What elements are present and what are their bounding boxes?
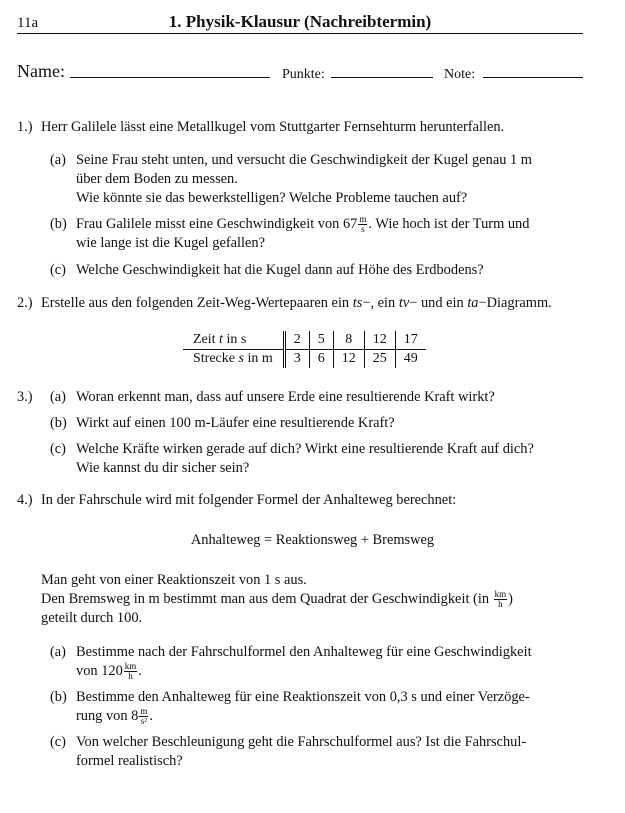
unit-fraction: $\frac{m}{s}$ (359, 214, 367, 235)
subquestion-label: (a) (50, 152, 66, 168)
deceleration-value: 8 (131, 708, 139, 724)
student-fields (17, 62, 583, 84)
subquestion-line: Von welcher Beschleunigung geht die Fahrschulformel aus? Ist die Fahrschul- (76, 734, 527, 750)
points-blank-line[interactable] (331, 77, 433, 78)
table-cell: 5 (309, 331, 333, 350)
subquestion-label: (a) (50, 389, 66, 405)
table-cell: 2 (284, 331, 309, 350)
table-cell: 8 (333, 331, 364, 350)
subquestion-label: (b) (50, 415, 67, 431)
subquestion-line: Wie könnte sie das bewerkstelligen? Welche Probleme tauchen auf? (76, 190, 468, 206)
table-cell: 17 (395, 331, 426, 350)
subquestion-label: (c) (50, 734, 66, 750)
ts-symbol: ts (352, 295, 363, 311)
subquestion-label: (c) (50, 441, 66, 457)
paragraph-line: geteilt durch 100. (41, 610, 143, 626)
question-number: 3.) (17, 389, 33, 405)
subquestion-line: Welche Geschwindigkeit hat die Kugel dann auf Höhe des Erdbodens? (76, 262, 484, 278)
subquestion-line: Bestimme nach der Fahrschulformel den Anhalteweg für eine Geschwindigkeit (76, 644, 532, 660)
ta-symbol: ta (467, 295, 479, 311)
exam-header (17, 11, 583, 34)
table-cell: 6 (309, 350, 333, 369)
grade-blank-line[interactable] (483, 77, 583, 78)
time-distance-table (183, 331, 426, 368)
table-cell: 12 (333, 350, 364, 369)
question-number: 2.) (17, 295, 33, 311)
subquestion-label: (c) (50, 262, 66, 278)
subquestion-line: rung von 8 $\frac{m}{\text{s²}}$ . (76, 706, 153, 727)
stopping-distance-formula: Anhalteweg = Reaktionsweg + Bremsweg (190, 532, 435, 548)
question-text: Erstelle aus den folgenden Zeit-Weg-Wertepaaren ein ts−, ein tv− und ein ta−Diagramm. (41, 295, 552, 311)
unit-fraction: $\frac{km}{h}$ (494, 589, 507, 610)
question-number: 1.) (17, 119, 33, 135)
subquestion-line: wie lange ist die Kugel gefallen? (76, 235, 266, 251)
subquestion-line: formel realistisch? (76, 753, 183, 769)
tv-symbol: tv (398, 295, 410, 311)
question-text: Herr Galilele lässt eine Metallkugel vom Stuttgarter Fernsehturm herunterfallen. (41, 119, 505, 135)
grade-label: Note: (444, 67, 476, 82)
subquestion-line: über dem Boden zu messen. (76, 171, 238, 187)
speed-value: 67 (342, 216, 358, 232)
speed-value: 120 (101, 663, 123, 679)
question-text: In der Fahrschule wird mit folgender Formel der Anhalteweg berechnet: (41, 492, 457, 508)
value-1m: 1 m (510, 152, 533, 168)
question-number: 4.) (17, 492, 33, 508)
value-reaction-time: 0,3 s (389, 689, 417, 705)
table-cell: 25 (364, 350, 395, 369)
row-header-distance: Strecke s in m (183, 350, 284, 369)
paragraph-line: Man geht von einer Reaktionszeit von 1 s aus. (41, 572, 307, 588)
exam-title: 1. Physik-Klausur (Nachreibtermin) (168, 12, 432, 31)
value-100m: 100 m (169, 415, 206, 431)
name-blank-line[interactable] (70, 77, 270, 78)
table-row-distance (183, 350, 426, 369)
class-label: 11a (17, 15, 39, 31)
unit-fraction: $\frac{m}{\text{s²}}$ (140, 706, 148, 727)
paragraph-line: Den Bremsweg in m bestimmt man aus dem Quadrat der Geschwindigkeit (in $\frac{km}{h}$ ) (41, 589, 513, 610)
subquestion-line: Wie kannst du dir sicher sein? (76, 460, 250, 476)
subquestion-line: Woran erkennt man, dass auf unsere Erde eine resultierende Kraft wirkt? (76, 389, 495, 405)
table-cell: 12 (364, 331, 395, 350)
subquestion-line: von 120 $\frac{km}{h}$ . (76, 661, 142, 682)
subquestion-line: Wirkt auf einen 100 m-Läufer eine resultierende Kraft? (76, 415, 395, 431)
table-row-time (183, 331, 426, 350)
subquestion-label: (a) (50, 644, 66, 660)
subquestion-line: Bestimme den Anhalteweg für eine Reaktionszeit von 0,3 s und einer Verzöge- (76, 689, 530, 705)
points-label: Punkte: (282, 67, 325, 82)
row-header-time: Zeit t in s (183, 331, 284, 350)
subquestion-label: (b) (50, 216, 67, 232)
subquestion-line: Frau Galilele misst eine Geschwindigkeit von 67 $\frac{m}{s}$ . Wie hoch ist der Turm und (76, 214, 530, 235)
value-1s: 1 s (264, 572, 281, 588)
subquestion-line: Seine Frau steht unten, und versucht die Geschwindigkeit der Kugel genau 1 m (76, 152, 533, 168)
name-label: Name: (17, 61, 65, 81)
unit-fraction: $\frac{km}{h}$ (124, 661, 137, 682)
table-cell: 3 (293, 351, 301, 366)
table-cell: 49 (395, 350, 426, 369)
subquestion-line: Welche Kräfte wirken gerade auf dich? Wirkt eine resultierende Kraft auf dich? (76, 441, 534, 457)
subquestion-label: (b) (50, 689, 67, 705)
